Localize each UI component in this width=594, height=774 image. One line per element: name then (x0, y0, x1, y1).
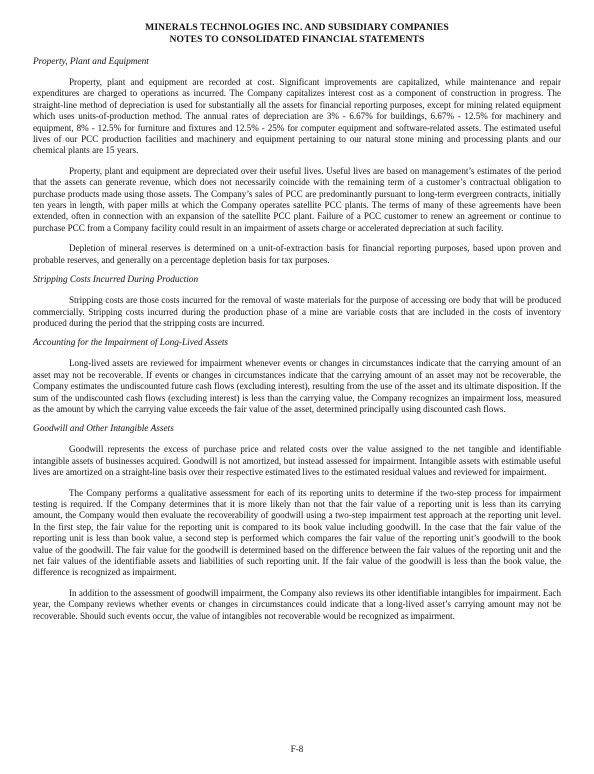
paragraph: Property, plant and equipment are depreciated over their useful lives. Useful lives are based on management’s estimates of the period that the assets can generate revenue, which does not necessarily coincide with the remaining term of a customer’s contractual obligation to purchase products made using those assets. The Company’s sales of PCC are predominantly pursuant to long-term evergreen contracts, initially ten years in length, with paper mills at which the Company operates satellite PCC plants. The terms of many of these agreements have been extended, often in connection with an expansion of the satellite PCC plant. Failure of a PCC customer to renew an agreement or continue to purchase PCC from a Company facility could result in an impairment of assets charge or accelerated depreciation at such facility. (33, 165, 561, 233)
paragraph: Goodwill represents the excess of purchase price and related costs over the value assigned to the net tangible and identifiable intangible assets of businesses acquired. Goodwill is not amortized, but instead assessed for impairment. Intangible assets with estimable useful lives are amortized on a straight-line basis over their respective estimated lives to the estimated residual values and reviewed for impairment. (33, 444, 561, 478)
paragraph: Stripping costs are those costs incurred for the removal of waste materials for the purpose of accessing ore body that will be produced commercially. Stripping costs incurred during the production phase of a mine are variable costs that are included in the costs of inventory produced during the period that the stripping costs are incurred. (33, 295, 561, 328)
section-heading-property-plant-equipment: Property, Plant and Equipment (33, 57, 149, 67)
section-heading-goodwill-intangibles: Goodwill and Other Intangible Assets (33, 424, 174, 435)
paragraph: The Company performs a qualitative assessment for each of its reporting units to determine if the two-step process for impairment testing is required. If the Company determines that it is more likely than not that the fair value of a reporting unit is less than its carrying amount, the Company would then evaluate the recoverability of goodwill using a two-step impairment test approach at the reporting unit level. In the first step, the fair value for the reporting unit is compared to its book value including goodwill. In the case that the fair value of the reporting unit is less than book value, a second step is performed which compares the fair value of the reporting unit’s goodwill to the book value of the goodwill. The fair value for the goodwill is determined based on the difference between the fair values of the reporting unit and the net fair values of the identifiable assets and liabilities of such reporting unit. If the fair value of the goodwill is less than the book value, the difference is recognized as impairment. (33, 487, 561, 578)
paragraph: Depletion of mineral reserves is determined on a unit-of-extraction basis for financial reporting purposes, based upon proven and probable reserves, and generally on a percentage depletion basis for tax purposes. (33, 243, 561, 265)
document-page (33, 22, 561, 622)
paragraph: In addition to the assessment of goodwill impairment, the Company also reviews its other identifiable intangibles for impairment. Each year, the Company reviews whether events or changes in circumstances could indicate that a long-lived asset’s carrying amount may not be recoverable. Should such events occur, the value of intangibles not recoverable would be recognized as impairment. (33, 587, 561, 621)
page-number: F-8 (290, 744, 304, 754)
section-heading-stripping-costs: Stripping Costs Incurred During Production (33, 275, 199, 286)
section-heading-impairment-long-lived-assets: Accounting for the Impairment of Long-Lived Assets (33, 338, 229, 349)
paragraph: Long-lived assets are reviewed for impairment whenever events or changes in circumstances indicate that the carrying amount of an asset may not be recoverable. If events or changes in circumstances indicate that the carrying amount of an asset may not be recoverable, the Company estimates the undiscounted future cash flows (excluding interest), resulting from the use of the asset and its ultimate disposition. If the sum of the undiscounted cash flows (excluding interest) is less than the carrying value, the Company recognizes an impairment loss, measured as the amount by which the carrying value exceeds the fair value of the asset, determined principally using discounted cash flows. (33, 358, 561, 414)
company-name-header: MINERALS TECHNOLOGIES INC. AND SUBSIDIARY COMPANIES (145, 22, 449, 33)
paragraph: Property, plant and equipment are recorded at cost. Significant improvements are capitalized, while maintenance and repair expenditures are charged to operations as incurred. The Company capitalizes interest cost as a component of construction in progress. The straight-line method of depreciation is used for substantially all the assets for financial reporting purposes, except for mining related equipment which uses units-of-production method. The annual rates of depreciation are 3% - 6.67% for buildings, 6.67% - 12.5% for machinery and equipment, 8% - 12.5% for furniture and fixtures and 12.5% - 25% for computer equipment and software-related assets. The estimated useful lives of our PCC production facilities and machinery and equipment pertaining to our natural stone mining and processing plants and our chemical plants are 15 years. (33, 77, 561, 156)
statement-title-header: NOTES TO CONSOLIDATED FINANCIAL STATEMENTS (169, 34, 425, 45)
